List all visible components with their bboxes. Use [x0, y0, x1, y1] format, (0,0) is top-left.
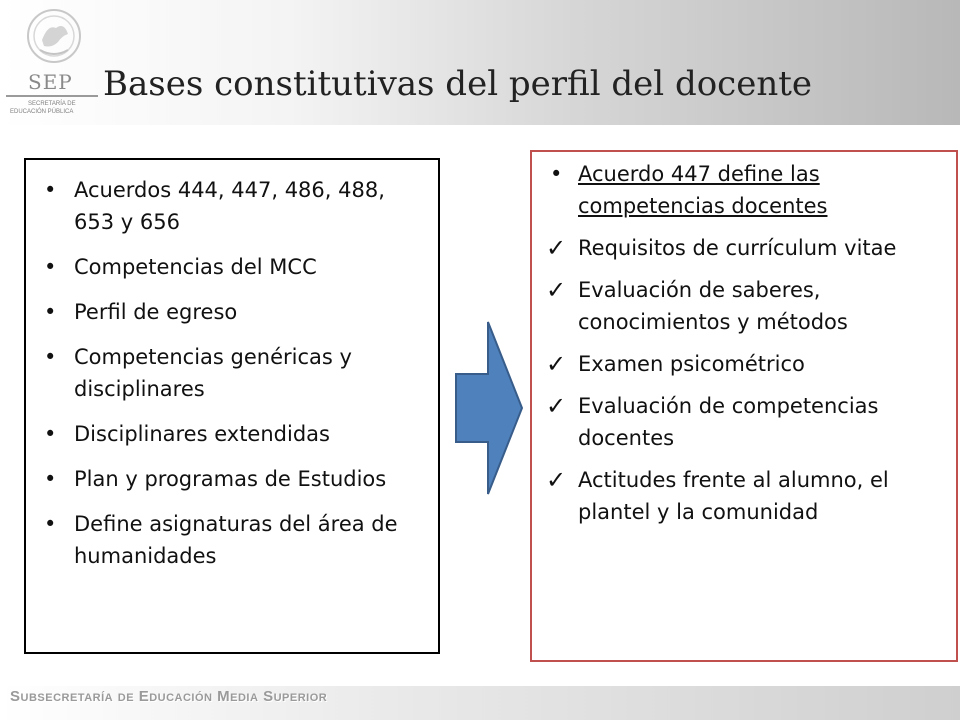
sep-logo-subtitle-2: EDUCACIÓN PÚBLICA	[10, 109, 74, 115]
list-item-text: Plan y programas de Estudios	[74, 467, 387, 491]
list-item	[36, 296, 426, 328]
list-heading-text: Acuerdo 447 define las competencias docentes	[578, 162, 828, 218]
bullet-icon: •	[44, 467, 57, 491]
list-item	[36, 174, 426, 238]
list-item	[36, 463, 426, 495]
list-item	[36, 508, 426, 572]
bullet-icon: •	[44, 300, 57, 324]
bullet-icon: •	[44, 422, 57, 446]
list-item-text: Competencias del MCC	[74, 255, 317, 279]
sep-logo-line	[6, 95, 98, 97]
list-item	[542, 274, 952, 338]
list-item-text: Acuerdos 444, 447, 486, 488, 653 y 656	[74, 178, 385, 234]
list-item	[36, 341, 426, 405]
list-item-text: Requisitos de currículum vitae	[578, 236, 897, 260]
list-item	[542, 390, 952, 454]
check-icon: ✓	[546, 392, 567, 420]
list-item-text: Competencias genéricas y disciplinares	[74, 345, 352, 401]
list-item	[542, 348, 952, 380]
coat-of-arms-emblem	[12, 6, 96, 64]
bullet-icon: •	[44, 255, 57, 279]
list-item-text: Evaluación de saberes, conocimientos y métodos	[578, 278, 848, 334]
sep-logo-text: SEP	[28, 70, 73, 94]
check-icon: ✓	[546, 350, 567, 378]
list-item-text: Evaluación de competencias docentes	[578, 394, 879, 450]
right-check-list	[542, 158, 952, 538]
check-icon: ✓	[546, 276, 567, 304]
left-content-box	[24, 158, 440, 654]
header-bar	[0, 0, 960, 125]
list-item-text: Disciplinares extendidas	[74, 422, 330, 446]
bullet-icon: •	[550, 162, 563, 186]
list-item-text: Actitudes frente al alumno, el plantel y la comunidad	[578, 468, 889, 524]
list-item	[36, 418, 426, 450]
check-icon: ✓	[546, 466, 567, 494]
list-item	[542, 464, 952, 528]
list-item-text: Perfil de egreso	[74, 300, 238, 324]
right-arrow-icon	[454, 318, 524, 498]
right-content-box	[530, 150, 958, 662]
check-icon: ✓	[546, 234, 567, 262]
bullet-icon: •	[44, 345, 57, 369]
slide-title: Bases constitutivas del perfil del docente	[103, 64, 813, 104]
list-item	[36, 251, 426, 283]
list-heading-item	[542, 158, 952, 222]
sep-logo-subtitle-1: SECRETARÍA DE	[28, 101, 76, 107]
bullet-icon: •	[44, 512, 57, 536]
footer-text: Subsecretaría de Educación Media Superior	[10, 688, 328, 705]
list-item-text: Define asignaturas del área de humanidades	[74, 512, 398, 568]
bullet-icon: •	[44, 178, 57, 202]
list-item	[542, 232, 952, 264]
list-item-text: Examen psicométrico	[578, 352, 805, 376]
left-bullet-list	[36, 174, 426, 585]
